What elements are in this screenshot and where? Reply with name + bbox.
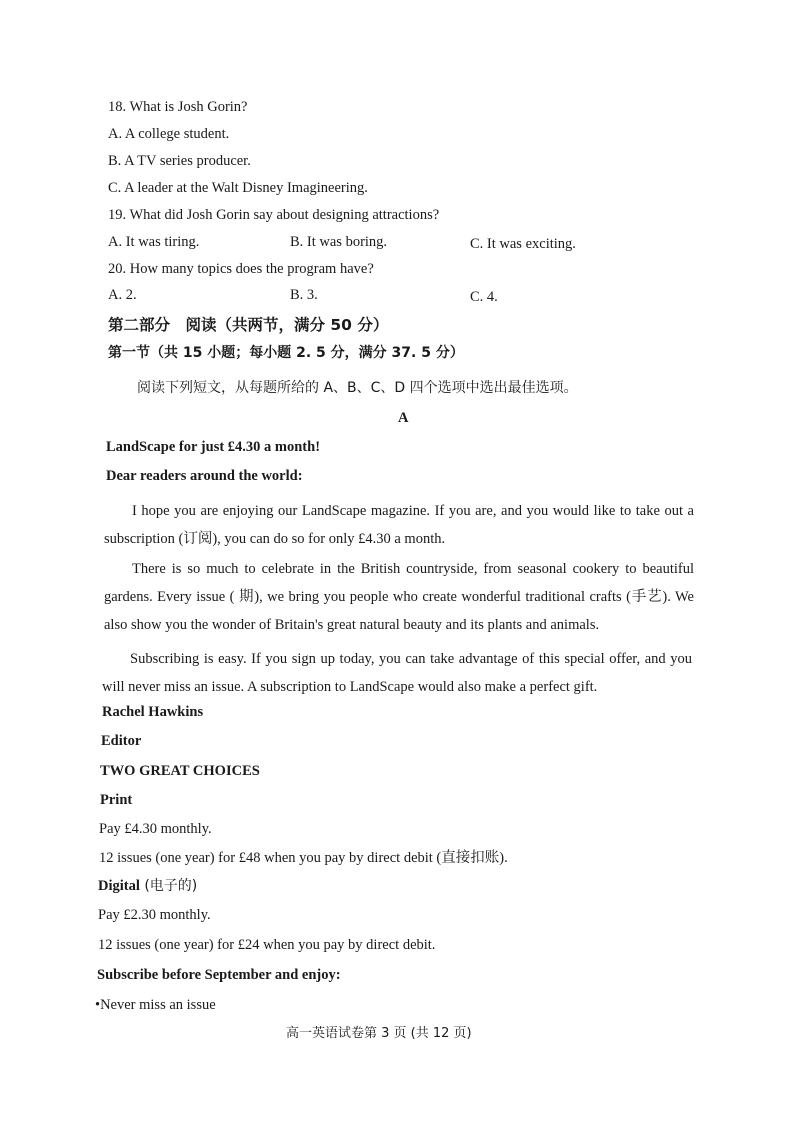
subscribe-title: Subscribe before September and enjoy: bbox=[97, 967, 341, 983]
question-18-option-c: C. A leader at the Walt Disney Imagineering. bbox=[108, 180, 368, 196]
digital-label-cn: (电子的) bbox=[139, 878, 198, 894]
digital-label: Digital bbox=[98, 878, 140, 894]
passage-greeting: Dear readers around the world: bbox=[106, 468, 303, 484]
print-price-monthly: Pay £4.30 monthly. bbox=[99, 821, 212, 837]
question-19-stem: 19. What did Josh Gorin say about designing attractions? bbox=[108, 207, 440, 223]
digital-price-yearly: 12 issues (one year) for £24 when you pay by direct debit. bbox=[98, 937, 436, 953]
passage-headline: LandScape for just £4.30 a month! bbox=[106, 439, 321, 455]
question-20-option-c: C. 4. bbox=[470, 289, 498, 305]
digital-heading bbox=[98, 879, 197, 894]
question-19-option-a: A. It was tiring. bbox=[108, 234, 200, 250]
signature-role: Editor bbox=[101, 733, 142, 749]
benefit-item-1: •Never miss an issue bbox=[95, 997, 216, 1013]
passage-paragraph-3: Subscribing is easy. If you sign up today, you can take advantage of this special offer, and you will never miss an issue. A subscription to LandScape would also make a perfect gift. bbox=[102, 651, 692, 695]
question-20-option-b: B. 3. bbox=[290, 287, 318, 303]
print-price-yearly: 12 issues (one year) for £48 when you pay by direct debit (直接扣账). bbox=[99, 850, 508, 866]
question-20-stem: 20. How many topics does the program have? bbox=[108, 261, 374, 277]
question-18-option-b: B. A TV series producer. bbox=[108, 153, 251, 169]
digital-price-monthly: Pay £2.30 monthly. bbox=[98, 907, 211, 923]
print-label: Print bbox=[100, 792, 133, 808]
question-18-stem: 18. What is Josh Gorin? bbox=[108, 99, 248, 115]
choices-title: TWO GREAT CHOICES bbox=[100, 763, 260, 779]
page-footer: 高一英语试卷第 3 页 (共 12 页) bbox=[286, 1026, 472, 1041]
section1-title: 第一节（共 15 小题；每小题 2. 5 分，满分 37. 5 分） bbox=[108, 345, 464, 361]
question-19-option-b: B. It was boring. bbox=[290, 234, 388, 250]
signature-name: Rachel Hawkins bbox=[102, 704, 204, 720]
question-19-option-c: C. It was exciting. bbox=[470, 236, 576, 252]
passage-paragraph-1: I hope you are enjoying our LandScape magazine. If you are, and you would like to take out a subscription (订阅), you can do so for only £4.30 a month. bbox=[104, 503, 694, 547]
question-18-option-a: A. A college student. bbox=[108, 126, 230, 142]
reading-instruction: 阅读下列短文，从每题所给的 A、B、C、D 四个选项中选出最佳选项。 bbox=[137, 380, 578, 396]
part2-title: 第二部分 阅读（共两节，满分 50 分） bbox=[108, 316, 389, 334]
question-20-option-a: A. 2. bbox=[108, 287, 137, 303]
passage-paragraph-2: There is so much to celebrate in the British countryside, from seasonal cookery to beautiful gardens. Every issue ( 期), we bring you people who create wonderful traditional crafts (手艺). We also show you the wonder of Britain's great natural beauty and its plants and animals. bbox=[104, 561, 694, 633]
passage-label: A bbox=[398, 410, 409, 426]
